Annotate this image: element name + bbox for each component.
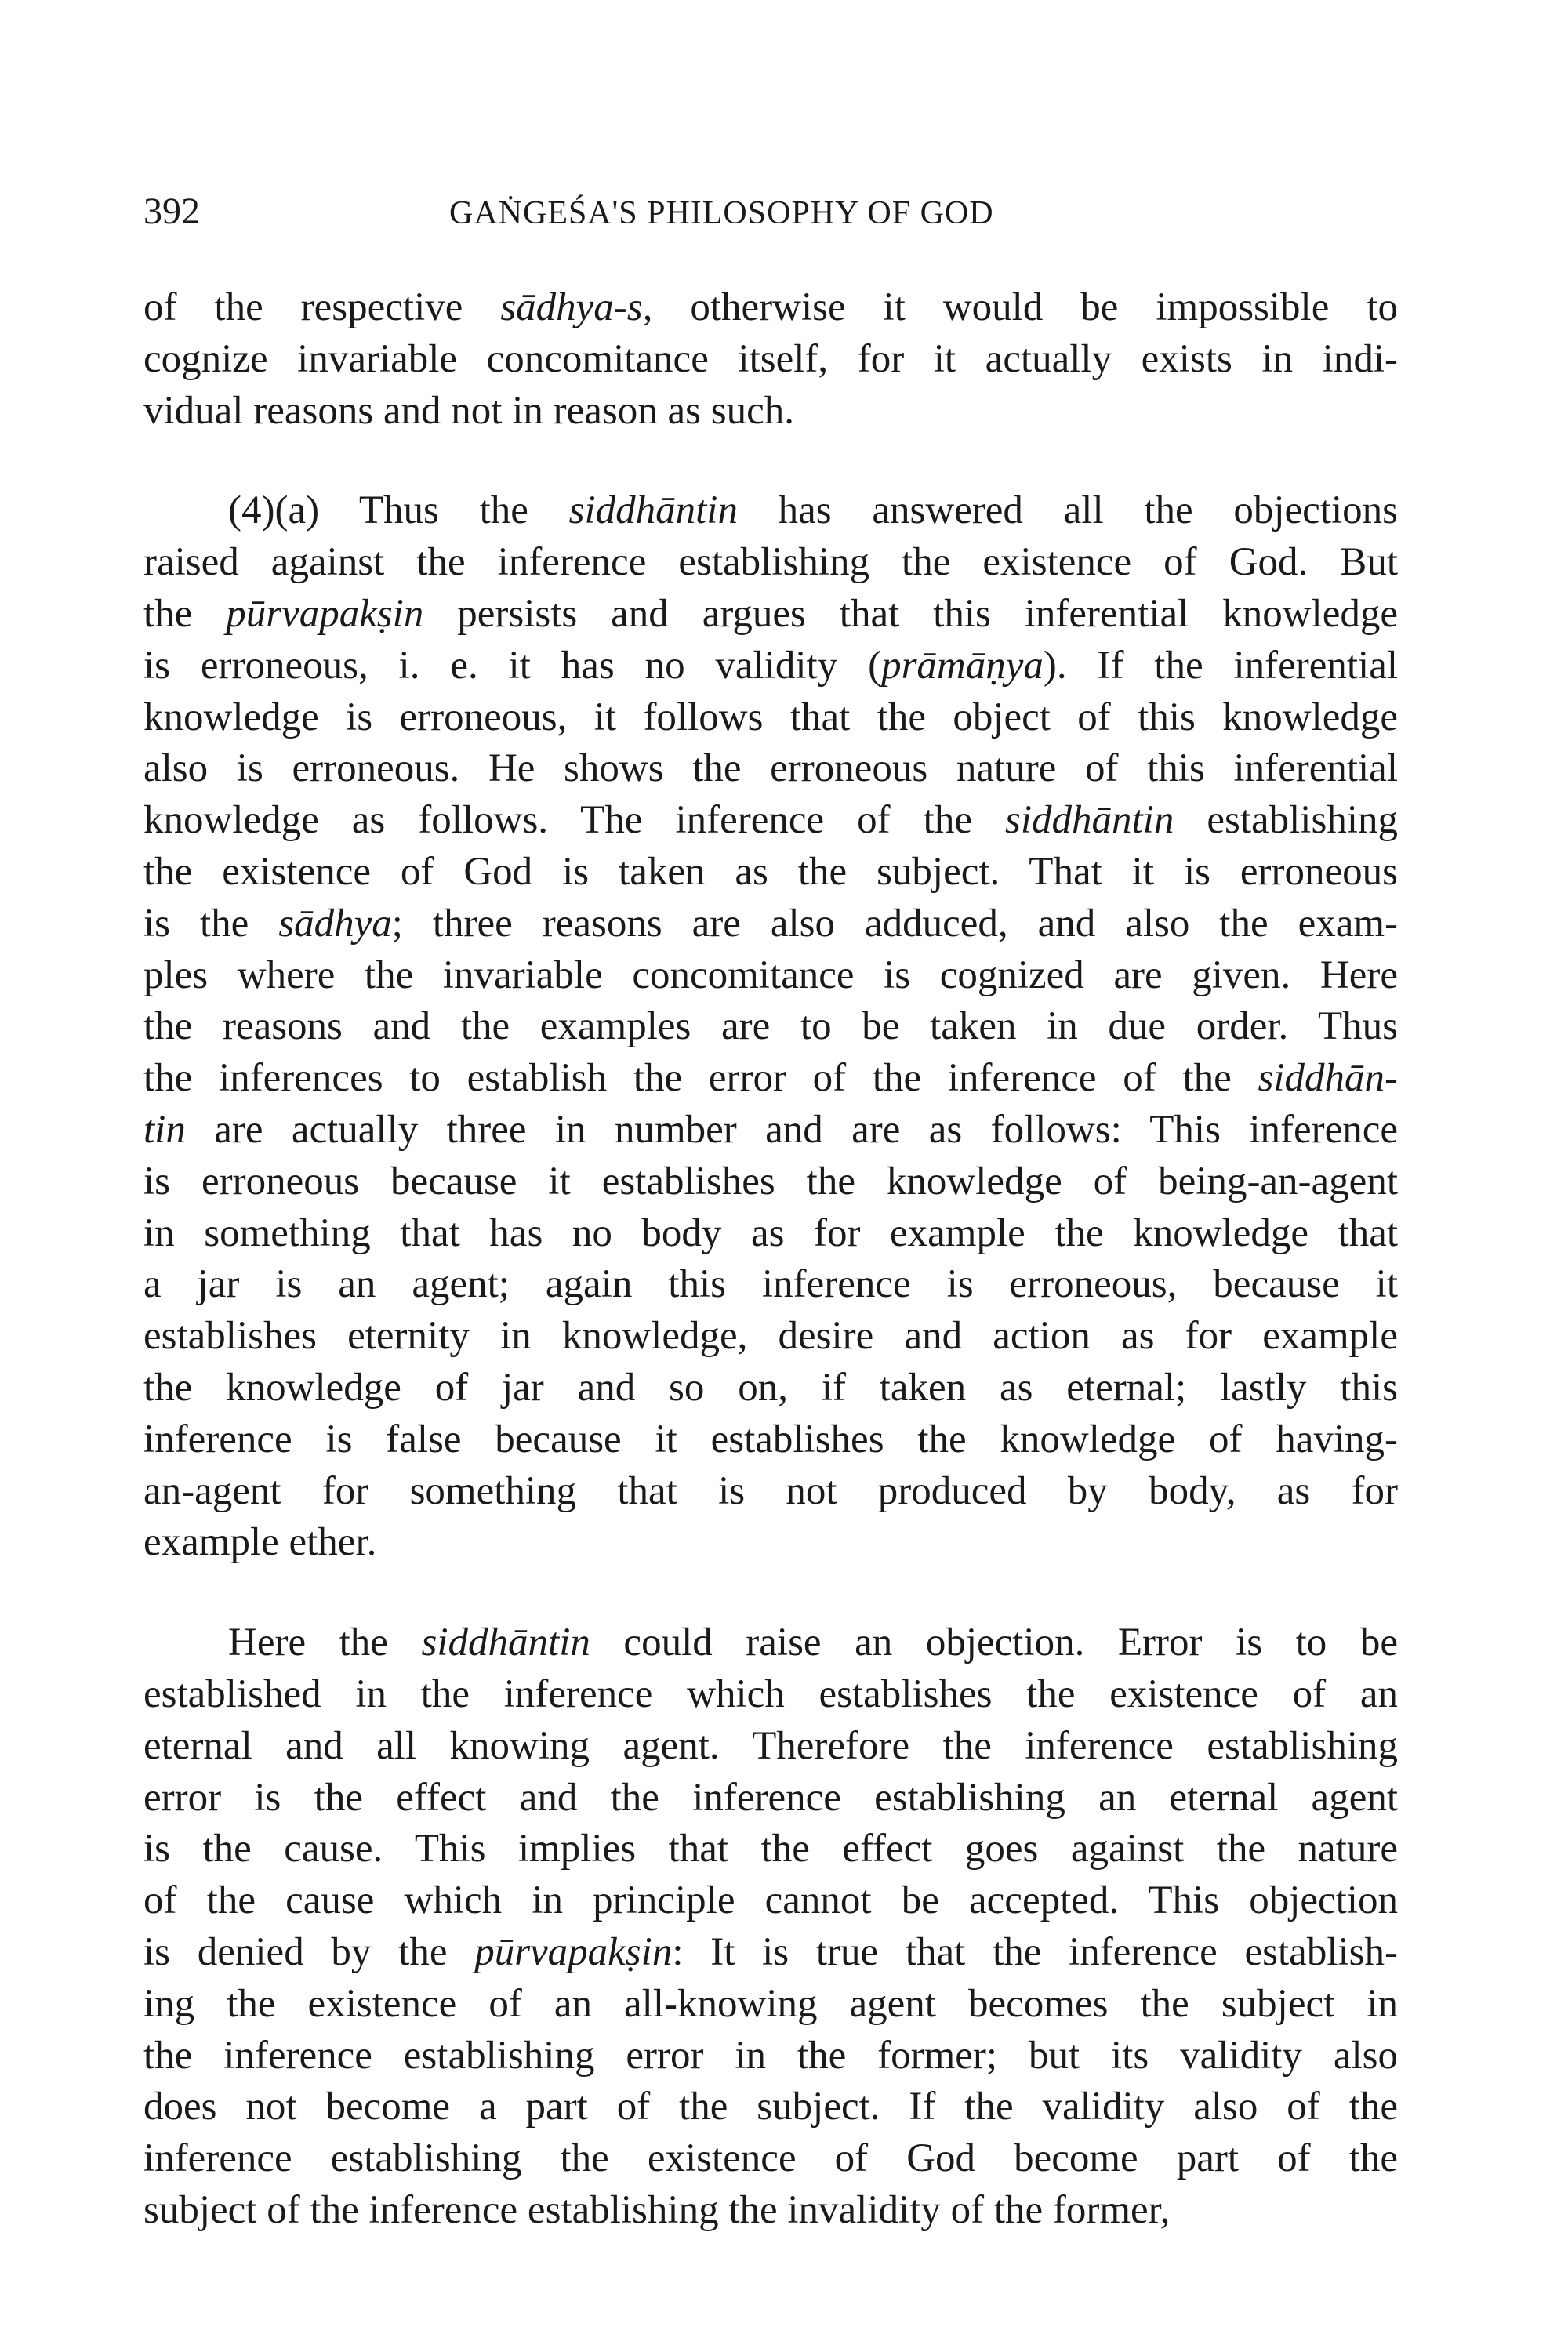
italic-term: siddhāntin: [1004, 798, 1174, 843]
page-header: [143, 188, 1108, 235]
paragraph-gap: [143, 1569, 1398, 1617]
paragraph: [143, 1617, 1398, 2237]
text-line: the inferences to establish the error of the inference of the siddhān-: [143, 1056, 1398, 1101]
text-line: in something that has no body as for example the knowledge that: [143, 1210, 1398, 1255]
body-text: [143, 282, 1398, 2237]
text-line: raised against the inference establishing the existence of God. But: [143, 540, 1398, 585]
text-line: the existence of God is taken as the subject. That it is erroneous: [143, 849, 1398, 894]
text-line: ing the existence of an all-knowing agent becomes the subject in: [143, 1981, 1398, 2026]
text-line: is the sādhya; three reasons are also adduced, and also the exam-: [143, 901, 1398, 946]
text-line: subject of the inference establishing the invalidity of the former,: [143, 2187, 1171, 2232]
italic-term: siddhāntin: [568, 488, 738, 533]
text-line: knowledge as follows. The inference of the siddhāntin establishing: [143, 798, 1398, 843]
italic-term: siddhān-: [1258, 1056, 1398, 1101]
italic-term: prāmāṇya: [881, 643, 1044, 688]
text-line: Here the siddhāntin could raise an objection. Error is to be: [228, 1621, 1398, 1665]
text-line: (4)(a) Thus the siddhāntin has answered all the objections: [228, 488, 1398, 533]
italic-term: sādhya-s,: [500, 285, 653, 329]
italic-term: sādhya: [278, 901, 392, 946]
paragraph-gap: [143, 437, 1398, 485]
text-line: is the cause. This implies that the effect goes against the nature: [143, 1827, 1398, 1871]
text-line: knowledge is erroneous, it follows that the object of this knowledge: [143, 695, 1398, 739]
italic-term: siddhāntin: [421, 1621, 590, 1665]
text-line: of the cause which in principle cannot be accepted. This objection: [143, 1878, 1398, 1923]
text-line: cognize invariable concomitance itself, for it actually exists in indi-: [143, 336, 1398, 381]
text-line: ples where the invariable concomitance is cognized are given. Here: [143, 953, 1398, 997]
italic-term: pūrvapakṣin: [226, 591, 424, 636]
text-line: of the respective sādhya-s, otherwise it would be impossible to: [143, 285, 1398, 329]
italic-term: tin: [143, 1107, 186, 1152]
text-line: an-agent for something that is not produced by body, as for: [143, 1468, 1398, 1513]
paragraph: [143, 282, 1398, 437]
text-line: established in the inference which establishes the existence of an: [143, 1671, 1398, 1716]
text-line: error is the effect and the inference establishing an eternal agent: [143, 1775, 1398, 1820]
page-number: 392: [143, 191, 200, 232]
text-line: the inference establishing error in the former; but its validity also: [143, 2033, 1398, 2078]
italic-term: pūrvapakṣin: [474, 1929, 673, 1974]
text-line: inference is false because it establishes the knowledge of having-: [143, 1417, 1398, 1461]
running-title: GAṄGEŚA'S PHILOSOPHY OF GOD: [449, 195, 994, 231]
text-line: inference establishing the existence of God become part of the: [143, 2136, 1398, 2181]
text-line: the knowledge of jar and so on, if taken as eternal; lastly this: [143, 1365, 1398, 1410]
text-line: vidual reasons and not in reason as such.: [143, 388, 794, 433]
text-line: tin are actually three in number and are as follows: This inference: [143, 1107, 1398, 1152]
text-line: establishes eternity in knowledge, desire and action as for example: [143, 1314, 1398, 1359]
text-line: the reasons and the examples are to be taken in due order. Thus: [143, 1004, 1398, 1049]
text-line: a jar is an agent; again this inference is erroneous, because it: [143, 1262, 1398, 1307]
text-line: also is erroneous. He shows the erroneous nature of this inferential: [143, 746, 1398, 791]
text-line: is erroneous because it establishes the knowledge of being-an-agent: [143, 1159, 1398, 1203]
text-line: example ether.: [143, 1520, 377, 1565]
text-line: the pūrvapakṣin persists and argues that this inferential knowledge: [143, 591, 1398, 636]
text-line: is erroneous, i. e. it has no validity (prāmāṇya). If the inferential: [143, 643, 1398, 688]
text-line: is denied by the pūrvapakṣin: It is true that the inference establish-: [143, 1929, 1398, 1974]
paragraph: [143, 485, 1398, 1569]
text-line: does not become a part of the subject. If the validity also of the: [143, 2085, 1398, 2129]
text-line: eternal and all knowing agent. Therefore the inference establishing: [143, 1723, 1398, 1768]
